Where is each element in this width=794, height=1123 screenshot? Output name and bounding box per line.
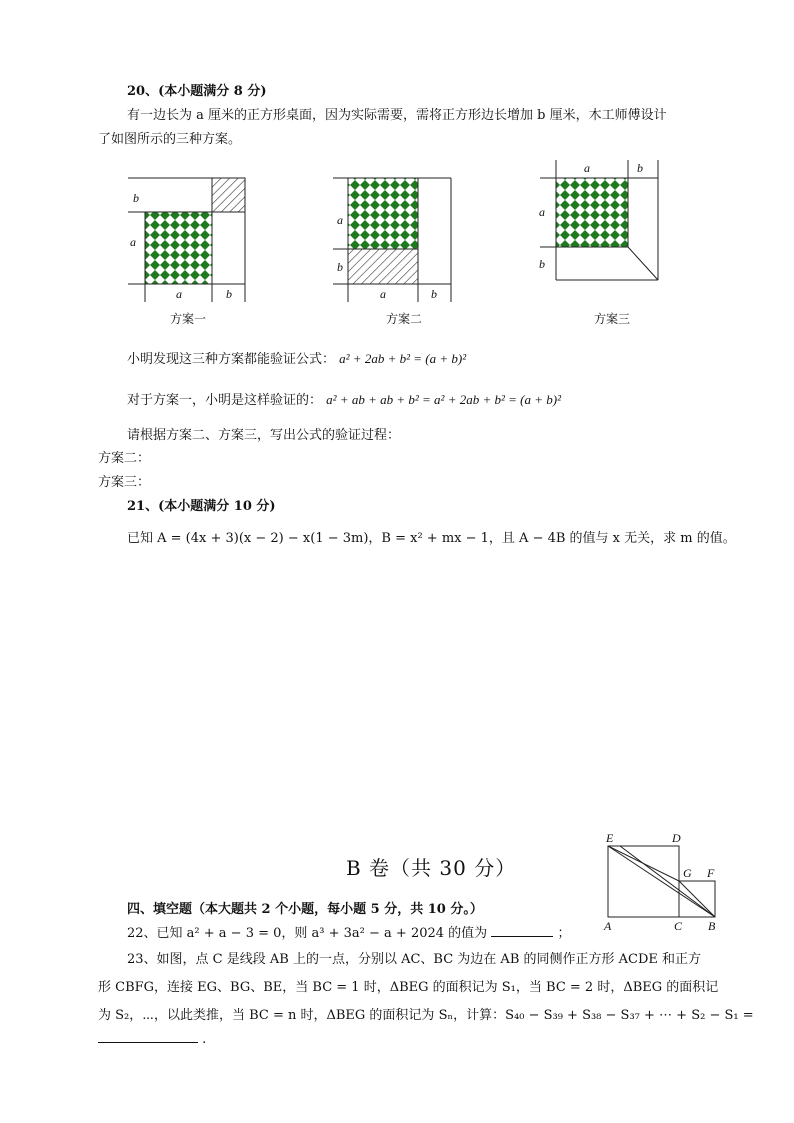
q20-title: 20、(本小题满分 8 分) [127,84,267,99]
section4-title: 四、填空题（本大题共 2 个小题，每小题 5 分，共 10 分。） [127,902,483,917]
q23-point-b: B [708,919,716,933]
q20-plan1-line [127,389,561,408]
q23-figure [590,828,720,936]
q23-point-e: E [606,831,614,845]
plan1-diagram [128,178,245,302]
plan2-caption: 方案二 [386,312,423,326]
plan3-label-a-left: a [539,205,545,219]
q23-point-c: C [674,919,683,933]
plan1-label-a-left: a [130,235,136,249]
plan3-caption: 方案三 [594,312,631,326]
q21-title: 21、(本小题满分 10 分) [127,499,276,514]
q20-statement-line2: 了如图所示的三种方案。 [98,132,242,147]
q23-answer-line [98,1030,206,1047]
q20-plan3-answer: 方案三： [98,475,151,490]
plan1-label-b-bottom: b [226,287,232,301]
q22-line [127,922,570,941]
q23-end: . [202,1032,207,1047]
partb-title: B 卷（共 30 分） [346,856,517,880]
plan3-diagram [540,160,658,280]
q23-answer-blank[interactable] [98,1030,198,1043]
q23-line1: 23、如图，点 C 是线段 AB 上的一点，分别以 AC、BC 为边在 AB 的同侧作正方形 ACDE 和正方 [127,952,702,967]
q20-found-formula: a² + 2ab + b² = (a + b)² [339,351,467,366]
q23-line3: 为 S₂，⋯，以此类推，当 BC = n 时，ΔBEG 的面积记为 Sₙ，计算：S₄₀ − S₃₉ + S₃₈ − S₃₇ + ⋯ + S₂ − S₁ = [98,1008,754,1023]
q20-ask: 请根据方案二、方案三，写出公式的验证过程： [127,428,401,443]
q23-point-f: F [707,866,715,880]
q23-point-d: D [672,831,681,845]
plan2-label-a-left: a [337,213,343,227]
plan3-label-a-top: a [584,161,590,175]
plan3-label-b-left: b [539,257,545,271]
q20-plan2-answer: 方案二： [98,451,151,466]
q20-figures [0,0,794,340]
plan3-label-b-top: b [637,161,643,175]
q20-found-line [127,348,466,367]
q21-statement: 已知 A = (4x + 3)(x − 2) − x(1 − 3m)，B = x² + mx − 1，且 A − 4B 的值与 x 无关，求 m 的值。 [127,531,736,546]
plan2-label-b-left: b [337,260,343,274]
plan1-label-b-left: b [133,191,139,205]
plan2-label-b-bottom: b [431,287,437,301]
q23-point-a: A [604,919,612,933]
q23-point-g: G [683,866,692,880]
q22-end: ； [557,926,571,941]
q23-line2: 形 CBFG，连接 EG、BG、BE，当 BC = 1 时，ΔBEG 的面积记为 S₁，当 BC = 2 时，ΔBEG 的面积记 [98,980,719,995]
q20-plan1-text: 对于方案一，小明是这样验证的： [127,393,323,408]
plan1-caption: 方案一 [170,312,207,326]
q22-text: 22、已知 a² + a − 3 = 0，则 a³ + 3a² − a + 2024 的值为 [127,926,488,941]
plan1-label-a-bottom: a [176,287,182,301]
plan2-diagram [333,178,451,302]
q20-found-text: 小明发现这三种方案都能验证公式： [127,352,336,367]
q20-plan1-formula: a² + ab + ab + b² = a² + 2ab + b² = (a + b)² [326,392,561,407]
q20-statement-line1: 有一边长为 a 厘米的正方形桌面，因为实际需要，需将正方形边长增加 b 厘米，木工师傅设计 [127,108,667,123]
plan2-label-a-bottom: a [380,287,386,301]
q22-answer-blank[interactable] [491,924,553,937]
